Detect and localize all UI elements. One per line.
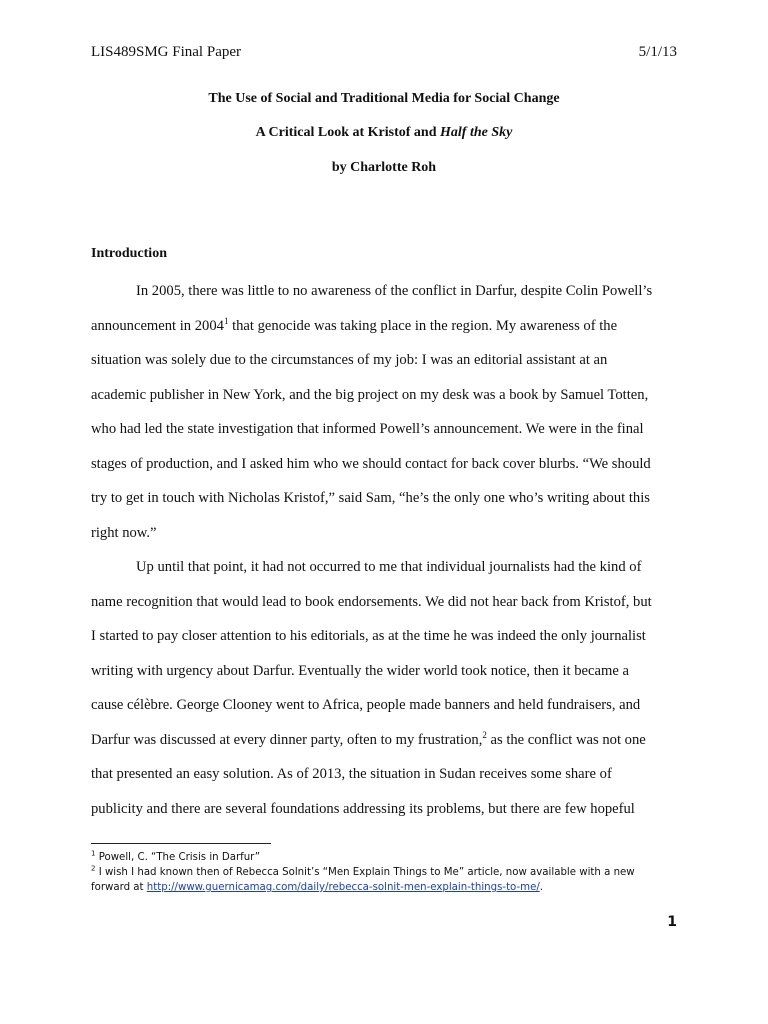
paragraph-line <box>91 412 681 447</box>
paragraph-line <box>91 378 681 413</box>
paper-title: The Use of Social and Traditional Media for Social Change <box>208 91 560 106</box>
line-text: situation was solely due to the circumstances of my job: I was an editorial assistant at an <box>91 352 608 368</box>
line-text: try to get in touch with Nicholas Kristof,” said Sam, “he’s the only one who’s writing about this <box>91 490 650 506</box>
subtitle-text: A Critical Look at Kristof and <box>255 125 440 140</box>
line-text: cause célèbre. George Clooney went to Africa, people made banners and held fundraisers, and <box>91 697 641 713</box>
paragraph-line <box>91 309 681 344</box>
paragraph-line <box>91 447 681 482</box>
body-text <box>91 274 681 826</box>
line-text: writing with urgency about Darfur. Eventually the wider world took notice, then it became a <box>91 662 629 679</box>
running-header-title: LIS489SMG Final Paper <box>91 44 241 60</box>
footnote-2-text-cont: forward at <box>91 882 147 893</box>
paragraph-line <box>91 516 681 551</box>
paragraph-line <box>91 585 681 620</box>
footnote-2-number: 2 <box>91 864 96 873</box>
footnote-1-number: 1 <box>91 849 96 858</box>
footnote-1-text: Powell, C. “The Crisis in Darfur” <box>95 852 261 863</box>
paragraph-line <box>91 654 681 689</box>
line-text: announcement in 2004 <box>91 317 224 334</box>
paragraph <box>91 274 681 550</box>
page-number: 1 <box>667 914 677 930</box>
paragraph-line <box>91 550 681 585</box>
section-heading: Introduction <box>91 246 167 261</box>
paper-subtitle <box>0 125 768 141</box>
paragraph-line <box>91 757 681 792</box>
paragraph-line <box>91 481 681 516</box>
paragraph-line <box>91 343 681 378</box>
paragraph-line <box>91 274 681 309</box>
running-header-date: 5/1/13 <box>638 44 677 60</box>
footnote-2-text: I wish I had known then of Rebecca Solnit’s “Men Explain Things to Me” article, now available with a new <box>95 867 635 878</box>
paragraph <box>91 550 681 826</box>
line-text: In 2005, there was little to no awareness of the conflict in Darfur, despite Colin Powell’s <box>136 283 653 299</box>
footnote-ref[interactable]: 1 <box>223 315 229 326</box>
line-text: name recognition that would lead to book endorsements. We did not hear back from Kristof, but <box>91 593 652 610</box>
paragraph-line <box>91 688 681 723</box>
paragraph-line <box>91 792 681 827</box>
subtitle-italic: Half the Sky <box>440 125 513 140</box>
footnotes <box>91 850 691 895</box>
footnote-2 <box>91 865 691 895</box>
footnote-2-period: . <box>539 882 544 893</box>
line-text: Darfur was discussed at every dinner party, often to my frustration, <box>91 731 483 748</box>
line-text: academic publisher in New York, and the big project on my desk was a book by Samuel Totten, <box>91 386 649 403</box>
line-text: that presented an easy solution. As of 2013, the situation in Sudan receives some share of <box>91 766 612 782</box>
footnote-ref[interactable]: 2 <box>482 729 487 740</box>
footnote-rule <box>91 843 271 844</box>
paragraph-line <box>91 723 681 758</box>
line-text: I started to pay closer attention to his editorials, as at the time he was indeed the only journalist <box>91 628 646 644</box>
footnote-2-link[interactable]: http://www.guernicamag.com/daily/rebecca-solnit-men-explain-things-to-me/ <box>146 882 540 893</box>
paper-author: by Charlotte Roh <box>331 160 437 175</box>
line-text: that genocide was taking place in the region. My awareness of the <box>228 317 618 334</box>
line-text: who had led the state investigation that informed Powell’s announcement. We were in the final <box>91 421 644 437</box>
paragraph-line <box>91 619 681 654</box>
line-text: Up until that point, it had not occurred to me that individual journalists had the kind of <box>136 559 642 575</box>
footnote-1 <box>91 850 691 865</box>
line-text: stages of production, and I asked him who we should contact for back cover blurbs. “We should <box>91 455 651 472</box>
line-text: right now.” <box>91 524 157 541</box>
line-text: publicity and there are several foundations addressing its problems, but there are few hopeful <box>91 800 635 817</box>
line-text: as the conflict was not one <box>486 731 646 748</box>
